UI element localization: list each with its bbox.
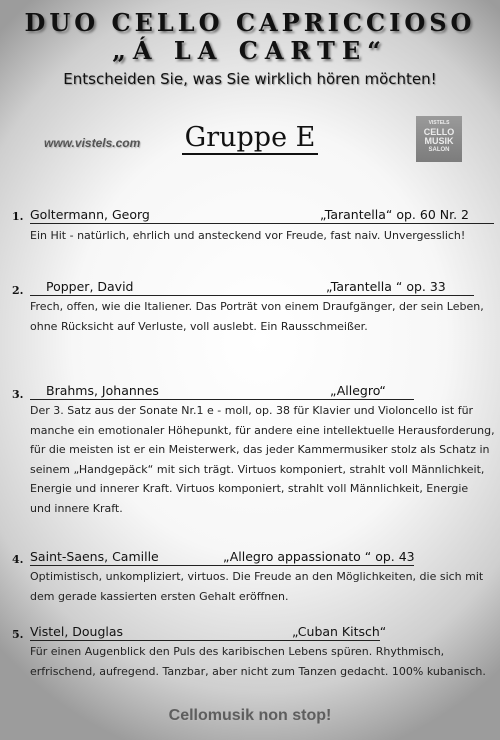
group-title (0, 122, 500, 153)
entry-heading (30, 383, 414, 400)
composer-name: Saint-Saens, Camille (30, 549, 159, 564)
description-line: Ein Hit - natürlich, ehrlich und ansteckend vor Freude, fast naiv. Unvergesslich! (30, 229, 466, 242)
entry-heading (30, 279, 474, 296)
subtitle: Entscheiden Sie, was Sie wirklich hören möchten! (63, 70, 437, 88)
website-link[interactable]: www.vistels.com (44, 136, 141, 150)
title-line-1: DUO CELLO CAPRICCIOSO (24, 8, 476, 37)
title-line-2: „Á LA CARTE“ (112, 36, 388, 65)
description-line: Frech, offen, wie die Italiener. Das Porträt von einem Draufgänger, der sein Leben, (30, 300, 484, 313)
piece-title: „Tarantella “ op. 33 (326, 279, 446, 294)
entry-number: 3. (12, 388, 24, 401)
description-line: dem gerade kassierten ersten Gehalt eröffnen. (30, 589, 289, 603)
footer-slogan: Cellomusik non stop! (168, 707, 332, 724)
description-line: ohne Rücksicht auf Verluste, voll auslebt. Ein Rausschmeißer. (30, 319, 368, 333)
entry-description (30, 567, 483, 606)
piece-title: „Allegro appassionato “ op. 43 (223, 549, 415, 564)
entry-number: 1. (12, 210, 24, 223)
group-title-text: Gruppe E (182, 122, 319, 155)
logo-small-text: VISTELS (428, 120, 450, 126)
description-line: Der 3. Satz aus der Sonate Nr.1 e - moll, op. 38 für Klavier und Violoncello ist für (30, 404, 474, 417)
composer-name: Brahms, Johannes (46, 383, 159, 398)
logo-line-3: SALON (428, 147, 450, 153)
entry-number: 2. (12, 284, 24, 297)
description-line: für die meisten ist er ein Meisterwerk, das jeder Kammermusiker stolz als Schatz in (30, 443, 490, 457)
description-line: und innere Kraft. (30, 501, 123, 515)
entry-heading (30, 549, 414, 566)
piece-title: „Allegro“ (330, 383, 386, 398)
entry-description (30, 401, 495, 519)
description-line: seinem „Handgepäck“ mit sich trägt. Virtuos komponiert, strahlt voll Männlichkeit, (30, 462, 485, 476)
description-line: Optimistisch, unkompliziert, virtuos. Die Freude an den Möglichkeiten, die sich mit (30, 570, 484, 583)
description-line: Energie und innerer Kraft. Virtuos komponiert, strahlt voll Männlichkeit, Energie (30, 482, 469, 496)
entry-description (30, 226, 465, 246)
entry-description (30, 297, 484, 336)
entry-number: 5. (12, 628, 24, 641)
composer-name: Popper, David (46, 279, 134, 294)
composer-name: Vistel, Douglas (30, 624, 124, 639)
logo-line-1: CELLO (423, 127, 455, 137)
entry-number: 4. (12, 553, 24, 566)
logo-line-2: MUSIK (424, 136, 454, 146)
description-line: erfrischend, aufregend. Tanzbar, aber nicht zum Tanzen gedacht. 100% kubanisch. (30, 664, 486, 678)
description-line: manche ein emotionaler Höhepunkt, für andere eine intellektuelle Herausforderung, (30, 423, 495, 437)
piece-title: „Cuban Kitsch“ (292, 624, 387, 639)
entry-description (30, 642, 486, 681)
entry-heading (30, 624, 387, 641)
description-line: Für einen Augenblick den Puls des karibischen Lebens spüren. Rhythmisch, (30, 645, 445, 658)
piece-title: „Tarantella“ op. 60 Nr. 2 (320, 207, 469, 222)
entry-heading (30, 207, 494, 224)
composer-name: Goltermann, Georg (30, 207, 150, 222)
